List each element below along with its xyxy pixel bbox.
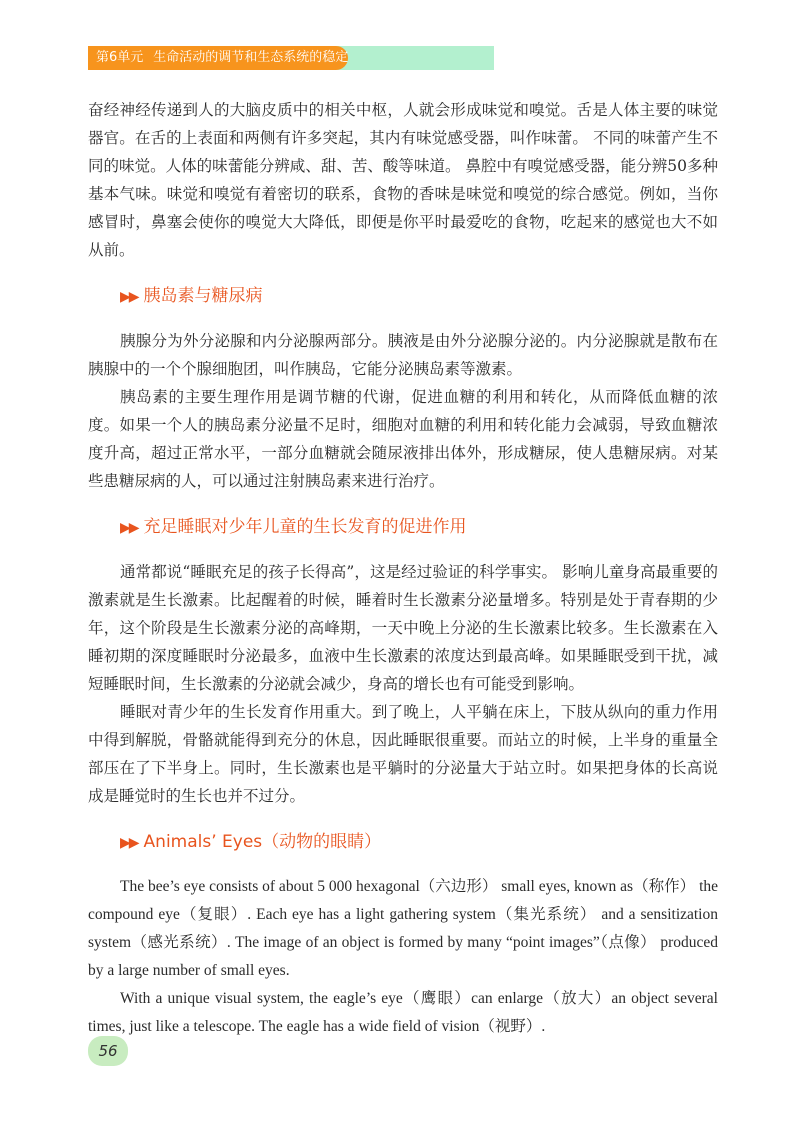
section-title: 胰岛素与糖尿病 [143,286,263,306]
double-arrow-icon: ▶▶ [120,520,138,536]
section-title: Animals’ Eyes（动物的眼睛） [143,832,382,852]
page-number-badge: 56 [88,1036,128,1066]
chapter-header [88,46,494,70]
section-heading-sleep [120,513,718,542]
intro-paragraph: 奋经神经传递到人的大脑皮质中的相关中枢，人就会形成味觉和嗅觉。舌是人体主要的味觉器官。在舌的上表面和两侧有许多突起，其内有味觉感受器，叫作味蕾。 不同的味蕾产生不同的味觉。人体的味蕾能分辨咸、甜、苦、酸等味道。 鼻腔中有嗅觉感受器，能分辨50多种基本气味。味觉和嗅觉有着密切的联系，食物的香味是味觉和嗅觉的综合感觉。例如，当你感冒时，鼻塞会使你的嗅觉大大降低，即便是你平时最爱吃的食物，吃起来的感觉也大不如从前。 [88,101,718,259]
eyes-paragraph-2: With a unique visual system, the eagle’s eye（鹰眼）can enlarge（放大）an object several times, just like a telescope. The eagle has a wide field of vision（视野）. [88,990,718,1035]
eyes-paragraph-1: The bee’s eye consists of about 5 000 hexagonal（六边形） small eyes, known as（称作） the compound eye（复眼）. Each eye has a light gathering system（集光系统） and a sensitization system（感光系统）. The image of an object is formed by many “point images”（点像） produced by a large number of small eyes. [88,878,718,979]
sleep-paragraph-2: 睡眠对青少年的生长发育作用重大。到了晚上，人平躺在床上，下肢从纵向的重力作用中得到解脱，骨骼就能得到充分的休息，因此睡眠很重要。而站立的时候，上半身的重量全部压在了下半身上。同时，生长激素也是平躺时的分泌量大于站立时。如果把身体的长高说成是睡觉时的生长也并不过分。 [88,703,718,805]
section-title: 充足睡眠对少年儿童的生长发育的促进作用 [143,517,467,537]
double-arrow-icon: ▶▶ [120,289,138,305]
page-content [88,96,718,1041]
section-heading-insulin [120,282,718,311]
insulin-paragraph-1: 胰腺分为外分泌腺和内分泌腺两部分。胰液是由外分泌腺分泌的。内分泌腺就是散布在胰腺中的一个个腺细胞团，叫作胰岛，它能分泌胰岛素等激素。 [88,332,718,378]
insulin-paragraph-2: 胰岛素的主要生理作用是调节糖的代谢，促进血糖的利用和转化，从而降低血糖的浓度。如果一个人的胰岛素分泌量不足时，细胞对血糖的利用和转化能力会减弱，导致血糖浓度升高，超过正常水平，一部分血糖就会随尿液排出体外，形成糖尿，使人患糖尿病。对某些患糖尿病的人，可以通过注射胰岛素来进行治疗。 [88,388,718,490]
unit-label: 第6单元 [96,50,144,65]
section-heading-animal-eyes [120,828,718,857]
unit-title: 生命活动的调节和生态系统的稳定 [153,50,349,65]
sleep-paragraph-1: 通常都说“睡眠充足的孩子长得高”，这是经过验证的科学事实。 影响儿童身高最重要的激素就是生长激素。比起醒着的时候，睡着时生长激素分泌量增多。特别是处于青春期的少年，这个阶段是生长激素分泌的高峰期，一天中晚上分泌的生长激素比较多。生长激素在入睡初期的深度睡眠时分泌最多，血液中生长激素的浓度达到最高峰。如果睡眠受到干扰，减短睡眠时间，生长激素的分泌就会减少，身高的增长也有可能受到影响。 [88,563,718,693]
header-label [96,49,348,67]
double-arrow-icon: ▶▶ [120,835,138,851]
